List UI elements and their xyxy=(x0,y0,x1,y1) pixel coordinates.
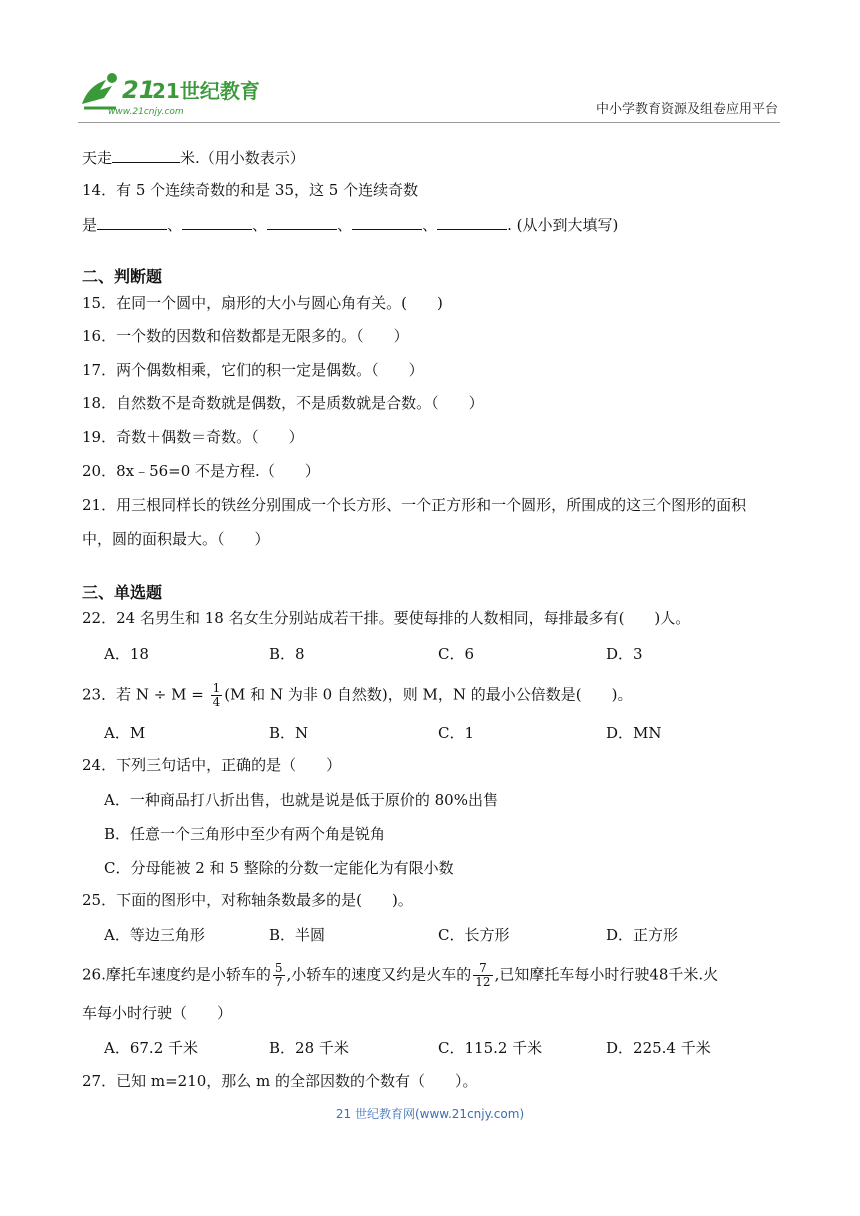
option[interactable]: B．8 xyxy=(269,645,305,663)
question-15: 15．在同一个圆中，扇形的大小与圆心角有关。( ) xyxy=(82,294,443,312)
svg-text:www.21cnjy.com: www.21cnjy.com xyxy=(108,107,184,117)
option[interactable]: B．28 千米 xyxy=(269,1039,349,1057)
question-20: 20．8x﹣56=0 不是方程.（ ） xyxy=(82,462,320,480)
section-heading-judgment: 二、判断题 xyxy=(82,267,163,286)
option[interactable]: A．等边三角形 xyxy=(104,926,205,944)
option[interactable]: C．分母能被 2 和 5 整除的分数一定能化为有限小数 xyxy=(104,859,454,877)
section-heading-single-choice: 三、单选题 xyxy=(82,583,163,602)
question-14: 14．有 5 个连续奇数的和是 35，这 5 个连续奇数 xyxy=(82,181,419,199)
question-16: 16．一个数的因数和倍数都是无限多的。（ ） xyxy=(82,327,409,345)
question-21-line1: 21．用三根同样长的铁丝分别围成一个长方形、一个正方形和一个圆形，所围成的这三个图形的面积 xyxy=(82,496,747,514)
question-25: 25．下面的图形中，对称轴条数最多的是( )。 xyxy=(82,891,413,909)
platform-label: 中小学教育资源及组卷应用平台 xyxy=(595,102,778,117)
page-footer: 21 世纪教育网(www.21cnjy.com) xyxy=(335,1107,525,1121)
question-23: 23．若 N ÷ M = $\frac{1}{4}$ (M 和 N 为非 0 自然数)，则 M，N 的最小公倍数是( )。 xyxy=(82,681,633,709)
question-18: 18．自然数不是奇数就是偶数，不是质数就是合数。（ ） xyxy=(82,394,484,412)
option[interactable]: A．18 xyxy=(104,645,149,663)
answer-blank[interactable] xyxy=(112,146,180,163)
option[interactable]: C．1 xyxy=(438,724,475,742)
option[interactable]: A．67.2 千米 xyxy=(104,1039,198,1057)
option[interactable]: A．一种商品打八折出售，也就是说是低于原价的 80%出售 xyxy=(104,791,498,809)
fraction: $\frac{1}{4}$ xyxy=(212,681,221,709)
option[interactable]: B．任意一个三角形中至少有两个角是锐角 xyxy=(104,825,386,843)
question-17: 17．两个偶数相乘，它们的积一定是偶数。（ ） xyxy=(82,361,424,379)
question-14-blanks: 是 、 、 、 、 . (从小到大填写) xyxy=(82,213,618,235)
option[interactable]: B．半圆 xyxy=(269,926,326,944)
option[interactable]: D．3 xyxy=(606,645,643,663)
answer-blank[interactable] xyxy=(267,213,337,230)
option[interactable]: D．正方形 xyxy=(606,926,679,944)
site-logo xyxy=(76,68,266,118)
option[interactable]: C．6 xyxy=(438,645,475,663)
option[interactable]: D．225.4 千米 xyxy=(606,1039,711,1057)
answer-blank[interactable] xyxy=(437,213,507,230)
option[interactable]: C．长方形 xyxy=(438,926,510,944)
question-27: 27．已知 m=210，那么 m 的全部因数的个数有（ ）。 xyxy=(82,1072,478,1090)
option[interactable]: A．M xyxy=(104,724,146,742)
fraction: $\frac{7}{12}$ xyxy=(475,961,491,989)
question-24: 24．下列三句话中，正确的是（ ） xyxy=(82,756,342,774)
option[interactable]: C．115.2 千米 xyxy=(438,1039,543,1057)
option[interactable]: D．MN xyxy=(606,724,662,742)
question-13-tail: 天走 米.（用小数表示） xyxy=(82,146,305,168)
svg-text:21: 21 xyxy=(122,76,156,104)
option[interactable]: B．N xyxy=(269,724,309,742)
question-21-line2: 中，圆的面积最大。（ ） xyxy=(82,530,270,548)
svg-text:21世纪教育: 21世纪教育 xyxy=(152,79,260,103)
fraction: $\frac{5}{7}$ xyxy=(274,961,283,989)
question-22: 22．24 名男生和 18 名女生分别站成若干排。要使每排的人数相同，每排最多有( )人。 xyxy=(82,609,691,627)
header-rule xyxy=(78,122,780,123)
answer-blank[interactable] xyxy=(352,213,422,230)
page-header xyxy=(0,0,860,130)
question-26-line2: 车每小时行驶（ ） xyxy=(82,1004,233,1022)
question-26-line1: 26.摩托车速度约是小轿车的 $\frac{5}{7}$ ,小轿车的速度又约是火车的 $\frac{7}{12}$ ,已知摩托车每小时行驶48千米.火 xyxy=(82,961,719,989)
question-19: 19．奇数＋偶数＝奇数。（ ） xyxy=(82,428,304,446)
answer-blank[interactable] xyxy=(182,213,252,230)
answer-blank[interactable] xyxy=(97,213,167,230)
